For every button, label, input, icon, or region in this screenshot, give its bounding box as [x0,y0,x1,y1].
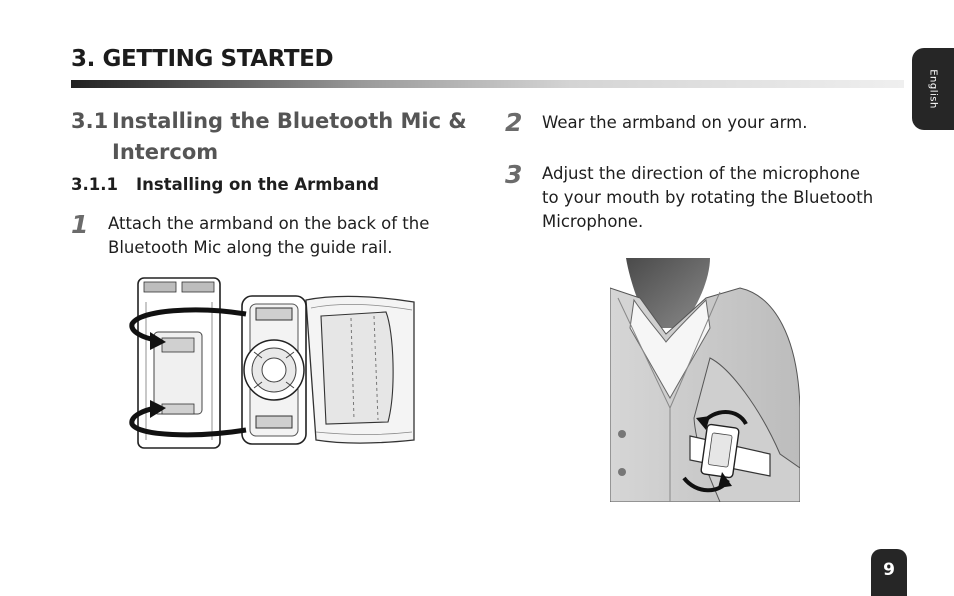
section-title [71,106,467,168]
bluetooth-mic-device [138,278,220,448]
subsection-number: 3.1.1 [71,175,118,194]
step-2-line1: Wear the armband on your arm. [542,113,808,132]
chapter-title: 3. GETTING STARTED [71,46,334,72]
step-1-line1: Attach the armband on the back of the [108,214,430,233]
step-3-line3: Microphone. [542,212,644,231]
step-3-text [542,162,873,234]
chapter-divider [71,80,904,88]
page-number: 9 [871,549,907,596]
step-2-text [542,111,807,135]
armband-strap [306,296,414,443]
step-3-number: 3 [505,160,523,189]
subsection-title-text: Installing on the Armband [136,175,379,194]
wearing-armband-illustration [610,258,800,502]
step-1-line2: Bluetooth Mic along the guide rail. [108,238,393,257]
section-title-line2: Intercom [112,140,219,164]
step-3-line2: to your mouth by rotating the Bluetooth [542,188,874,207]
step-1-text [108,212,429,260]
step-1-number: 1 [71,210,89,239]
armband-attachment-illustration [126,272,418,454]
armband-mount-plate [242,296,306,444]
language-tab [912,48,954,130]
section-title-line1: Installing the Bluetooth Mic & [112,109,467,133]
step-3-line1: Adjust the direction of the microphone [542,164,861,183]
language-tab-label: English [927,69,939,109]
step-2-number: 2 [505,108,523,137]
section-number: 3.1 [71,109,109,133]
subsection-title [71,175,379,194]
